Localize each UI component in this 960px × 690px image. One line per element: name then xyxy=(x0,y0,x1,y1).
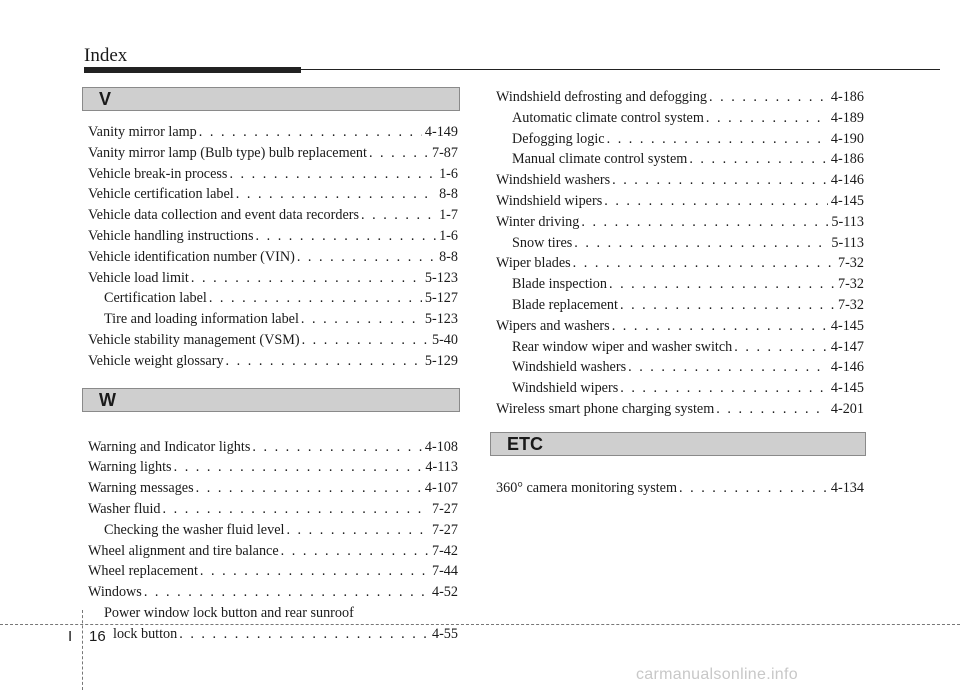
index-entry xyxy=(496,108,864,129)
dot-leader xyxy=(234,184,436,205)
index-entry-label: Automatic climate control system xyxy=(512,109,704,126)
index-entry-label: Manual climate control system xyxy=(512,151,688,168)
dot-leader xyxy=(618,378,828,399)
index-list-v xyxy=(88,122,458,372)
index-entry-label: Vehicle load limit xyxy=(88,269,189,286)
index-entry-page: 4-108 xyxy=(424,438,458,455)
index-entry-label: Vehicle stability management (VSM) xyxy=(88,331,300,348)
section-header-etc: ETC xyxy=(490,432,866,456)
index-entry-label: Defogging logic xyxy=(512,130,605,147)
right-column xyxy=(496,87,864,499)
dot-leader xyxy=(610,170,828,191)
index-entry-label: Warning messages xyxy=(88,480,194,497)
dot-leader xyxy=(300,330,429,351)
index-entry-label: Blade inspection xyxy=(512,276,607,293)
index-entry-label: Windshield washers xyxy=(512,359,627,376)
index-entry-page: 8-8 xyxy=(439,186,458,203)
index-entry-label: Checking the washer fluid level xyxy=(104,521,285,538)
index-entry-label: Power window lock button and rear sunroof xyxy=(104,604,354,621)
index-entry-page: 8-8 xyxy=(439,248,458,265)
index-entry-page: 4-147 xyxy=(830,338,864,355)
index-entry-page: 4-146 xyxy=(830,359,864,376)
index-entry-page: 1-6 xyxy=(439,165,458,182)
index-entry-page: 7-27 xyxy=(431,500,458,517)
index-entry-page: 4-113 xyxy=(425,459,458,476)
index-entry-label: Warning and Indicator lights xyxy=(88,438,251,455)
index-entry xyxy=(88,437,458,458)
index-entry xyxy=(88,478,458,499)
index-entry-label: Wipers and washers xyxy=(496,317,610,334)
index-entry xyxy=(88,288,458,309)
index-entry-label: Windshield wipers xyxy=(496,192,603,209)
dot-leader xyxy=(571,253,835,274)
dot-leader xyxy=(714,399,828,420)
index-entry-page: 4-145 xyxy=(830,317,864,334)
dot-leader xyxy=(254,226,437,247)
dot-leader xyxy=(579,212,828,233)
index-entry-label: Vehicle handling instructions xyxy=(88,227,254,244)
index-entry xyxy=(496,191,864,212)
index-entry-page: 7-32 xyxy=(837,296,864,313)
index-entry-page: 4-186 xyxy=(830,151,864,168)
dot-leader xyxy=(194,478,422,499)
index-entry xyxy=(496,378,864,399)
index-entry-page: 1-7 xyxy=(439,207,458,224)
dot-leader xyxy=(198,561,429,582)
dot-leader xyxy=(618,295,835,316)
index-entry-label: Windshield washers xyxy=(496,172,611,189)
index-entry-label: 360° camera monitoring system xyxy=(496,479,678,496)
dot-leader xyxy=(359,205,436,226)
index-entry-page: 5-123 xyxy=(424,269,458,286)
dot-leader xyxy=(227,164,436,185)
dot-leader xyxy=(677,478,828,499)
index-entry-label: Wheel replacement xyxy=(88,563,198,580)
index-entry-label: Windows xyxy=(88,584,142,601)
index-entry-label: Winter driving xyxy=(496,213,580,230)
index-entry xyxy=(496,253,864,274)
dot-leader xyxy=(207,288,422,309)
dot-leader xyxy=(172,457,423,478)
index-entry-label: Washer fluid xyxy=(88,500,161,517)
index-entry xyxy=(88,226,458,247)
dot-leader xyxy=(224,351,422,372)
index-list-etc xyxy=(496,478,864,499)
index-entry-page: 5-40 xyxy=(431,331,458,348)
index-entry-label: Vehicle break-in process xyxy=(88,165,228,182)
index-entry xyxy=(88,122,458,143)
index-entry xyxy=(88,184,458,205)
index-entry-label: Windshield wipers xyxy=(512,380,619,397)
index-entry-page: 5-113 xyxy=(831,234,864,251)
index-entry-page: 7-32 xyxy=(837,276,864,293)
index-entry-label: Vehicle weight glossary xyxy=(88,352,224,369)
index-entry-page: 4-145 xyxy=(830,380,864,397)
index-entry xyxy=(496,295,864,316)
dot-leader xyxy=(299,309,422,330)
index-entry xyxy=(496,87,864,108)
index-entry xyxy=(88,561,458,582)
index-entry xyxy=(496,399,864,420)
index-entry xyxy=(88,205,458,226)
index-entry-label: lock button xyxy=(113,625,178,642)
index-entry-page: 5-113 xyxy=(831,213,864,230)
index-entry xyxy=(88,624,458,645)
dot-leader xyxy=(605,129,828,150)
index-entry-page: 5-123 xyxy=(424,311,458,328)
index-entry-page: 4-190 xyxy=(830,130,864,147)
index-entry-label: Snow tires xyxy=(512,234,573,251)
index-entry xyxy=(496,212,864,233)
dot-leader xyxy=(142,582,429,603)
dot-leader xyxy=(602,191,828,212)
dot-leader xyxy=(161,499,429,520)
index-entry-page: 4-52 xyxy=(431,584,458,601)
dot-leader xyxy=(295,247,436,268)
index-entry xyxy=(88,143,458,164)
index-entry xyxy=(496,316,864,337)
index-entry-page: 7-32 xyxy=(837,255,864,272)
index-entry-page: 7-27 xyxy=(431,521,458,538)
index-entry xyxy=(88,309,458,330)
index-entry-label: Windshield defrosting and defogging xyxy=(496,89,708,105)
index-entry-page: 4-107 xyxy=(424,480,458,497)
index-entry xyxy=(496,170,864,191)
index-entry xyxy=(496,337,864,358)
index-entry xyxy=(496,478,864,499)
index-entry-label: Vehicle certification label xyxy=(88,186,234,203)
dot-leader xyxy=(572,233,828,254)
index-entry-page: 1-6 xyxy=(439,227,458,244)
index-entry-label: Wiper blades xyxy=(496,255,571,272)
index-entry xyxy=(88,582,458,603)
dot-leader xyxy=(284,520,429,541)
index-entry xyxy=(88,268,458,289)
dot-leader xyxy=(707,87,828,108)
dot-leader xyxy=(610,316,828,337)
index-entry-page: 7-44 xyxy=(431,563,458,580)
index-entry-page: 4-149 xyxy=(424,124,458,140)
index-entry xyxy=(88,164,458,185)
dot-leader xyxy=(250,437,422,458)
index-entry-label: Tire and loading information label xyxy=(104,311,299,328)
index-entry-page: 4-134 xyxy=(830,479,864,496)
footer-section-letter: I xyxy=(68,628,73,645)
dot-leader xyxy=(687,149,828,170)
index-entry xyxy=(496,149,864,170)
index-list-w-continued xyxy=(496,87,864,420)
index-entry-page: 7-42 xyxy=(431,542,458,559)
index-entry-page: 4-145 xyxy=(830,192,864,209)
section-header-w: W xyxy=(82,388,460,412)
index-entry-page: 4-55 xyxy=(431,625,458,642)
index-entry-label: Vehicle data collection and event data recorders xyxy=(88,207,360,224)
header-rule-accent xyxy=(84,67,301,73)
index-entry-page: 4-186 xyxy=(830,89,864,105)
index-entry-label: Warning lights xyxy=(88,459,172,476)
left-column xyxy=(88,87,458,645)
dot-leader xyxy=(177,624,429,645)
dot-leader xyxy=(607,274,835,295)
dot-leader xyxy=(279,541,429,562)
index-entry xyxy=(88,351,458,372)
footer-divider xyxy=(0,624,960,625)
index-entry xyxy=(496,357,864,378)
index-entry xyxy=(88,247,458,268)
section-header-v: V xyxy=(82,87,460,111)
index-entry-page: 4-146 xyxy=(830,172,864,189)
index-entry xyxy=(88,499,458,520)
index-entry-page: 4-201 xyxy=(830,400,864,417)
index-entry-label: Wireless smart phone charging system xyxy=(496,400,715,417)
dot-leader xyxy=(197,122,422,143)
index-entry xyxy=(88,520,458,541)
footer-vertical-divider xyxy=(82,610,83,690)
index-entry xyxy=(88,541,458,562)
index-entry xyxy=(496,233,864,254)
dot-leader xyxy=(704,108,828,129)
index-list-w xyxy=(88,437,458,645)
dot-leader xyxy=(189,268,422,289)
index-entry xyxy=(88,330,458,351)
index-entry-label: Rear window wiper and washer switch xyxy=(512,338,733,355)
index-entry-page: 7-87 xyxy=(431,144,458,161)
index-entry-page: 5-129 xyxy=(424,352,458,369)
index-entry-page: 5-127 xyxy=(424,290,458,307)
index-entry xyxy=(88,457,458,478)
index-entry-label: Wheel alignment and tire balance xyxy=(88,542,279,559)
index-entry-label: Vanity mirror lamp xyxy=(88,124,197,140)
footer-page-number: 16 xyxy=(89,628,106,645)
page-title: Index xyxy=(84,45,128,66)
index-entry-label: Blade replacement xyxy=(512,296,618,313)
dot-leader xyxy=(626,357,828,378)
dot-leader xyxy=(367,143,429,164)
watermark: carmanualsonline.info xyxy=(636,666,798,683)
index-entry xyxy=(496,129,864,150)
index-entry xyxy=(88,603,458,624)
index-entry-label: Vanity mirror lamp (Bulb type) bulb replacement xyxy=(88,144,367,161)
index-entry-page: 4-189 xyxy=(830,109,864,126)
index-entry-label: Vehicle identification number (VIN) xyxy=(88,248,295,265)
dot-leader xyxy=(732,337,828,358)
index-entry xyxy=(496,274,864,295)
index-entry-label: Certification label xyxy=(104,290,207,307)
